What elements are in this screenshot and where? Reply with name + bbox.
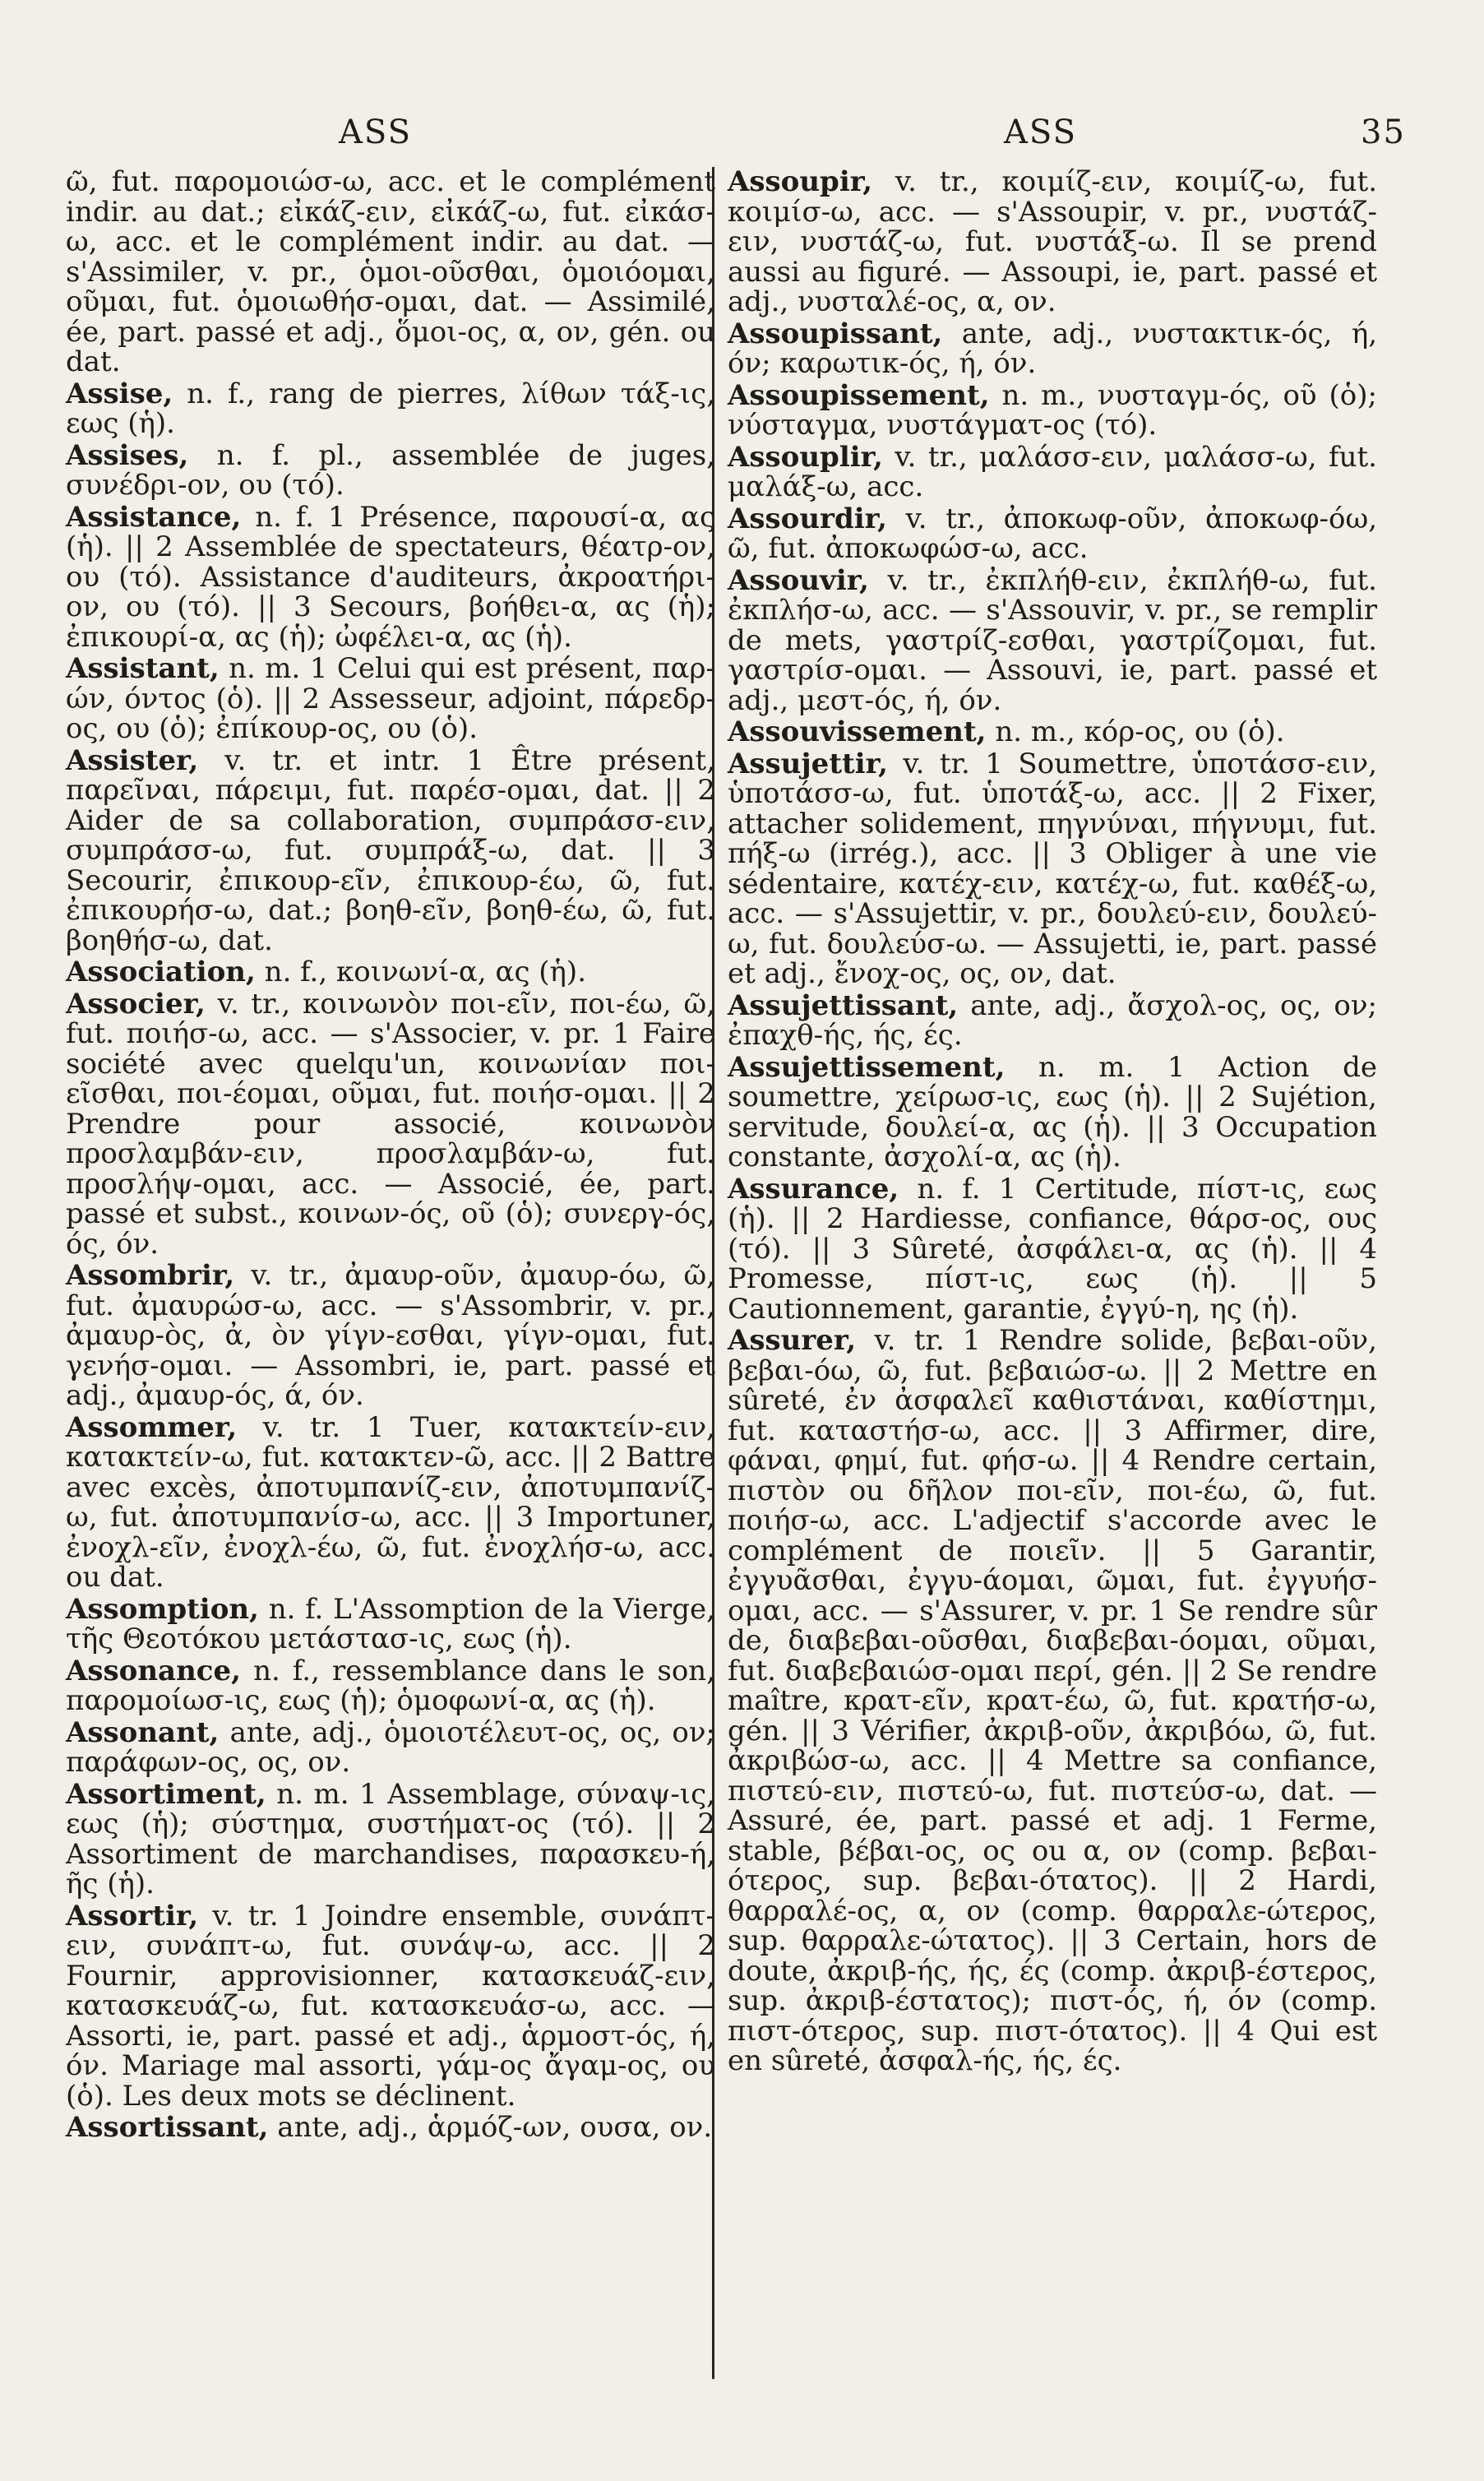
entry-definition: v. tr., ἀμαυρ-οῦν, ἀμαυρ-όω, ῶ, fut. ἀμαυρώσ-ω, acc. — s'Assombrir, v. pr., ἀμαυρ-ὸς, ἀ, ὸν γίγν-εσθαι, γίγν-ομαι, fut. γενήσ-ομαι. — Assombri, ie, part. passé et adj., ἀμαυρ-ός, ά, όν.: [66, 1259, 715, 1412]
entry-definition: v. tr. 1 Tuer, κατακτείν-ειν, κατακτείν-ω, fut. κατακτεν-ῶ, acc. || 2 Battre avec excès, ἀποτυμπανίζ-ειν, ἀποτυμπανίζ-ω, fut. ἀποτυμπανίσ-ω, acc. || 3 Importuner, ἐνοχλ-εῖν, ἐνοχλ-έω, ῶ, fut. ἐνοχλήσ-ω, acc. ou dat.: [66, 1410, 715, 1594]
dictionary-entry: [728, 1326, 1377, 2076]
entry-headword: Assujettissement,: [728, 1050, 1006, 1084]
entry-headword: Assourdir,: [728, 502, 887, 535]
entry-headword: Assortiment,: [66, 1777, 266, 1811]
entry-definition: v. tr. 1 Rendre solide, βεβαι-οῦν, βεβαι-όω, ῶ, fut. βεβαιώσ-ω. || 2 Mettre en sûreté, ἐν ἀσφαλεῖ καθιστάναι, καθίστημι, fut. καταστήσ-ω, acc. || 3 Affirmer, dire, φάναι, φημί, fut. φήσ-ω. || 4 Rendre certain, πιστὸν ou δῆλον ποι-εῖν, ποι-έω, ῶ, fut. ποιήσ-ω, acc. L'adjectif s'accorde avec le complément de ποιεῖν. || 5 Garantir, ἐγγυᾶσθαι, ἐγγυ-άομαι, ῶμαι, fut. ἐγγυήσ-ομαι, acc. — s'Assurer, v. pr. 1 Se rendre sûr de, διαβεβαι-οῦσθαι, διαβεβαι-όομαι, οῦμαι, fut. διαβεβαιώσ-ομαι περί, gén. || 2 Se rendre maître, κρατ-εῖν, κρατ-έω, ῶ, fut. κρατήσ-ω, gén. || 3 Vérifier, ἀκριβ-οῦν, ἀκριβόω, ῶ, fut. ἀκριβώσ-ω, acc. || 4 Mettre sa confiance, πιστεύ-ειν, πιστεύ-ω, fut. πιστεύσ-ω, dat. — Assuré, ée, part. passé et adj. 1 Ferme, stable, βέβαι-ος, ος ou α, ον (comp. βεβαι-ότερος, sup. βεβαι-ότατος). || 2 Hardi, θαρραλέ-ος, α, ον (comp. θαρραλε-ώτερος, sup. θαρραλε-ώτατος). || 3 Certain, hors de doute, ἀκριβ-ής, ής, ές (comp. ἀκριβ-έστερος, sup. ἀκριβ-έστατος); πιστ-ός, ή, όν (comp. πιστ-ότερος, sup. πιστ-ότατος). || 4 Qui est en sûreté, ἀσφαλ-ής, ής, ές.: [728, 1324, 1377, 2077]
dictionary-entry: [728, 378, 1377, 442]
entry-headword: Assonant,: [66, 1715, 220, 1749]
entry-headword: Assoupir,: [728, 165, 873, 198]
entry-definition: ante, adj., ἁρμόζ-ων, ουσα, ον.: [268, 2111, 713, 2144]
dictionary-entry: [66, 957, 715, 988]
entry-definition: v. tr. 1 Soumettre, ὑποτάσσ-ειν, ὑποτάσσ-ω, fut. ὑποτάξ-ω, acc. || 2 Fixer, attacher solidement, πηγνύναι, πήγνυμι, fut. πήξ-ω (irrég.), acc. || 3 Obliger à une vie sédentaire, κατέχ-ειν, κατέχ-ω, fut. καθέξ-ω, acc. — s'Assujettir, v. pr., δουλεύ-ειν, δουλεύ-ω, fut. δουλεύσ-ω. — Assujetti, ie, part. passé et adj., ἔνοχ-ος, ος, ον, dat.: [728, 747, 1377, 990]
entry-headword: Assise,: [66, 377, 173, 410]
dictionary-entry: [66, 379, 715, 439]
entry-definition: v. tr. 1 Joindre ensemble, συνάπτ-ειν, συνάπτ-ω, fut. συνάψ-ω, acc. || 2 Fournir, approvisionner, κατασκευάζ-ειν, κατασκευάζ-ω, fut. κατασκευάσ-ω, acc. — Assorti, ie, part. passé et adj., ἁρμοστ-ός, ή, όν. Mariage mal assorti, γάμ-ος ἄγαμ-ος, ου (ὁ). Les deux mots se déclinent.: [66, 1899, 715, 2113]
running-header: [0, 113, 1484, 163]
dictionary-entry: [728, 442, 1377, 502]
page-number: 35: [1361, 113, 1406, 151]
entry-definition: v. tr., κοινωνὸν ποι-εῖν, ποι-έω, ῶ, fut. ποιήσ-ω, acc. — s'Associer, v. pr. 1 Faire société avec quelqu'un, κοινωνίαν ποι-εῖσθαι, ποι-έομαι, οῦμαι, fut. ποιήσ-ομαι. || 2 Prendre pour associé, κοινωνὸν προσλαμβάν-ειν, προσλαμβάν-ω, fut. προσλήψ-ομαι, acc. — Associé, ée, part. passé et subst., κοινων-ός, οῦ (ὁ); συνεργ-ός, ός, όν.: [66, 987, 715, 1261]
dictionary-entry: [66, 438, 715, 502]
entry-headword: Assurer,: [728, 1324, 857, 1357]
dictionary-entry: [728, 167, 1377, 317]
dictionary-entry: [728, 1174, 1377, 1325]
entry-headword: Assistance,: [66, 500, 242, 534]
dictionary-entry: [728, 504, 1377, 564]
dictionary-entry: [66, 2113, 715, 2143]
entry-headword: Assouplir,: [728, 440, 883, 474]
entry-headword: Associer,: [66, 987, 206, 1021]
entry-headword: Assurance,: [728, 1172, 899, 1206]
dictionary-entry: [66, 167, 715, 377]
entry-definition: n. f. 1 Certitude, πίστ-ις, εως (ἡ). || 2 Hardiesse, confiance, θάρσ-ος, ους (τό). || 3 Sûreté, ἀσφάλει-α, ας (ἡ). || 4 Promesse, πίστ-ις, εως (ἡ). || 5 Cautionnement, garantie, ἐγγύ-η, ης (ἡ).: [728, 1172, 1377, 1326]
entry-headword: Association,: [66, 956, 256, 988]
entry-headword: Assortir,: [66, 1899, 199, 1932]
entry-definition: n. m. 1 Celui qui est présent, παρ-ών, όντος (ὁ). || 2 Assesseur, adjoint, πάρεδρ-ος, ου (ὁ); ἐπίκουρ-ος, ου (ὁ).: [66, 652, 715, 745]
left-running-head: ASS: [339, 113, 412, 151]
entry-definition: n. m. 1 Action de soumettre, χείρωσ-ις, εως (ἡ). || 2 Sujétion, servitude, δουλεί-α, ας (ἡ). || 3 Occupation constante, ἀσχολί-α, ας (ἡ).: [728, 1050, 1377, 1173]
dictionary-entry: [66, 1777, 715, 1900]
entry-definition: n. f. L'Assomption de la Vierge, τῆς Θεοτόκου μετάστασ-ις, εως (ἡ).: [66, 1592, 715, 1655]
dictionary-entry: [728, 717, 1377, 748]
dictionary-entry: [66, 989, 715, 1260]
entry-definition: n. f., rang de pierres, λίθων τάξ-ις, εως (ἡ).: [66, 377, 715, 440]
entry-headword: Assises,: [66, 438, 189, 472]
entry-headword: Assoupissant,: [728, 317, 943, 350]
entry-headword: Assouvissement,: [728, 715, 987, 748]
dictionary-entry: [728, 988, 1377, 1052]
entry-definition: ante, adj., ἄσχολ-ος, ος, ον; ἐπαχθ-ής, ής, ές.: [728, 988, 1377, 1052]
entry-definition: ῶ, fut. παρομοιώσ-ω, acc. et le complément indir. au dat.; εἰκάζ-ειν, εἰκάζ-ω, fut. εἰκάσ-ω, acc. et le complément indir. au dat. — s'Assimiler, v. pr., ὁμοι-οῦσθαι, ὁμοιόομαι, οῦμαι, fut. ὁμοιωθήσ-ομαι, dat. — Assimilé, ée, part. passé et adj., ὅμοι-ος, α, ον, gén. ou dat.: [66, 165, 715, 378]
dictionary-entry: [66, 1715, 715, 1779]
entry-definition: v. tr., κοιμίζ-ειν, κοιμίζ-ω, fut. κοιμίσ-ω, acc. — s'Assoupir, v. pr., νυστάζ-ειν, νυστάζ-ω, fut. νυστάξ-ω. Il se prend aussi au figuré. — Assoupi, ie, part. passé et adj., νυσταλέ-ος, α, ον.: [728, 165, 1377, 318]
entry-definition: n. f., ressemblance dans le son, παρομοίωσ-ις, εως (ἡ); ὁμοφωνί-α, ας (ἡ).: [66, 1654, 715, 1717]
entry-definition: n. f., κοινωνί-α, ας (ἡ).: [255, 956, 586, 988]
entry-headword: Assistant,: [66, 652, 220, 685]
dictionary-entry: [66, 1592, 715, 1655]
right-running-head: ASS: [1004, 113, 1077, 151]
entry-headword: Assujettissant,: [728, 988, 959, 1022]
dictionary-entry: [728, 1050, 1377, 1173]
dictionary-entry: [66, 1261, 715, 1411]
entry-definition: v. tr., ἀποκωφ-οῦν, ἀποκωφ-όω, ῶ, fut. ἀποκωφώσ-ω, acc.: [728, 502, 1377, 565]
entry-headword: Assonance,: [66, 1654, 241, 1687]
entry-headword: Assomption,: [66, 1592, 259, 1626]
dictionary-entry: [66, 743, 715, 957]
dictionary-entry: [728, 749, 1377, 989]
entry-definition: n. f. pl., assemblée de juges, συνέδρι-ον, ου (τό).: [66, 438, 715, 502]
dictionary-entry: [728, 563, 1377, 717]
dictionary-entry: [728, 319, 1377, 379]
dictionary-entry: [66, 1410, 715, 1594]
entry-definition: ante, adj., νυστακτικ-ός, ή, όν; καρωτικ-ός, ή, όν.: [728, 317, 1377, 380]
entry-headword: Assommer,: [66, 1410, 238, 1444]
left-column: [66, 167, 715, 2143]
right-column: [728, 167, 1377, 2076]
entry-definition: ante, adj., ὁμοιοτέλευτ-ος, ος, ον; παράφων-ος, ος, ον.: [66, 1715, 715, 1779]
entry-headword: Assoupissement,: [728, 378, 990, 412]
entry-headword: Assister,: [66, 743, 199, 777]
entry-definition: v. tr. et intr. 1 Être présent, παρεῖναι, πάρειμι, fut. παρέσ-ομαι, dat. || 2 Aider de sa collaboration, συμπράσσ-ειν, συμπράσσ-ω, fut. συμπράξ-ω, dat. || 3 Secourir, ἐπικουρ-εῖν, ἐπικουρ-έω, ῶ, fut. ἐπικουρήσ-ω, dat.; βοηθ-εῖν, βοηθ-έω, ῶ, fut. βοηθήσ-ω, dat.: [66, 743, 715, 957]
entry-definition: v. tr., ἐκπλήθ-ειν, ἐκπλήθ-ω, fut. ἐκπλήσ-ω, acc. — s'Assouvir, v. pr., se remplir de mets, γαστρίζ-εσθαι, γαστρίζομαι, fut. γαστρίσ-ομαι. — Assouvi, ie, part. passé et adj., μεστ-ός, ή, όν.: [728, 563, 1377, 717]
entry-headword: Assouvir,: [728, 563, 870, 597]
entry-definition: v. tr., μαλάσσ-ειν, μαλάσσ-ω, fut. μαλάξ-ω, acc.: [728, 440, 1377, 503]
dictionary-entry: [66, 502, 715, 653]
entry-headword: Assombrir,: [66, 1259, 235, 1292]
entry-headword: Assortissant,: [66, 2111, 269, 2144]
entry-definition: n. m. 1 Assemblage, σύναψ-ις, εως (ἡ); σύστημα, συστήματ-ος (τό). || 2 Assortiment de marchandises, παρασκευ-ή, ῆς (ἡ).: [66, 1777, 715, 1900]
entry-definition: n. m., νυσταγμ-ός, οῦ (ὁ); νύσταγμα, νυστάγματ-ος (τό).: [728, 378, 1377, 442]
entry-definition: n. m., κόρ-ος, ου (ὁ).: [986, 715, 1285, 748]
dictionary-entry: [66, 1656, 715, 1716]
dictionary-entry: [66, 1901, 715, 2112]
entry-headword: Assujettir,: [728, 747, 888, 780]
dictionary-entry: [66, 654, 715, 744]
entry-definition: n. f. 1 Présence, παρουσί-α, ας (ἡ). || 2 Assemblée de spectateurs, θέατρ-ον, ου (τό). Assistance d'auditeurs, ἀκροατήρι-ον, ου (τό). || 3 Secours, βοήθει-α, ας (ἡ); ἐπικουρί-α, ας (ἡ); ὠφέλει-α, ας (ἡ).: [66, 500, 715, 654]
